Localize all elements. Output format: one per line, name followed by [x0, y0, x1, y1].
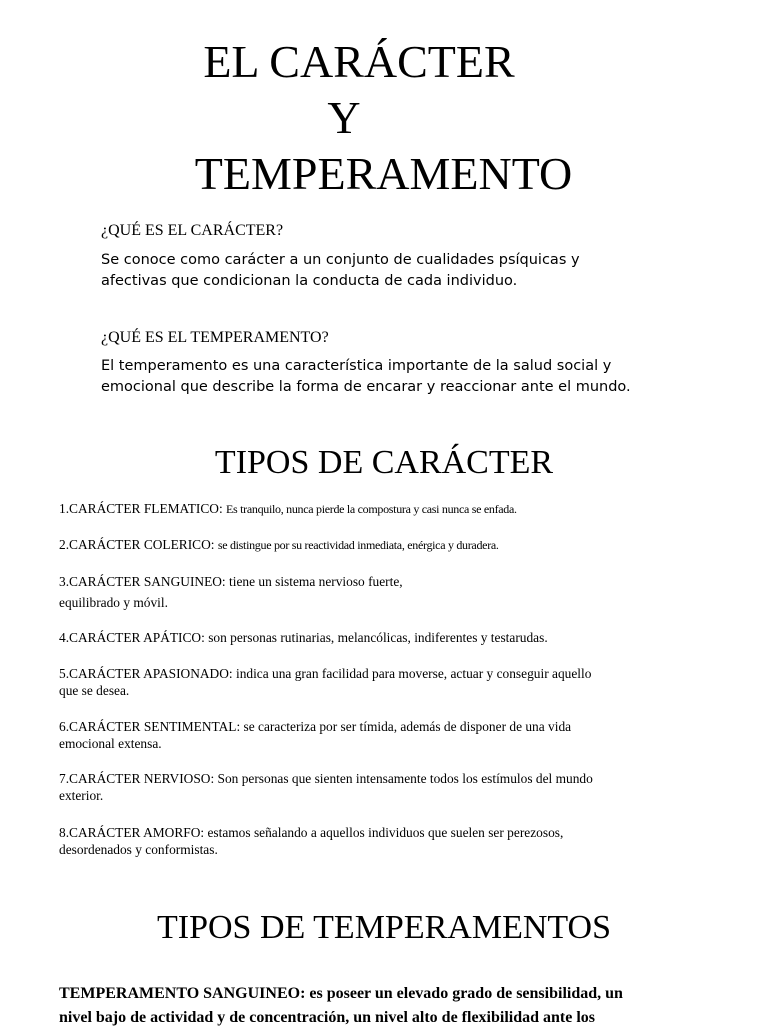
title-line-3: TEMPERAMENTO [194, 148, 573, 199]
title-line-1: EL CARÁCTER [203, 36, 515, 87]
caracter-item-5 [59, 665, 699, 699]
caracter-item-text: indica una gran facilidad para moverse, actuar y conseguir aquello [235, 666, 592, 681]
caracter-item-label: 2.CARÁCTER COLERICO: [59, 537, 218, 552]
caracter-item-text-line-2: que se desea. [59, 683, 130, 698]
caracter-item-text: Es tranquilo, nunca pierde la compostura y casi nunca se enfada. [226, 502, 517, 516]
caracter-item-7 [59, 770, 699, 804]
caracter-item-text: se distingue por su reactividad inmediata, enérgica y duradera. [217, 538, 499, 552]
caracter-item-label: 1.CARÁCTER FLEMATICO: [59, 501, 227, 516]
caracter-item-text: estamos señalando a aquellos individuos que suelen ser perezosos, [207, 825, 564, 840]
caracter-item-label: 7.CARÁCTER NERVIOSO: [59, 771, 218, 786]
caracter-item-text-line-2: desordenados y conformistas. [59, 842, 218, 857]
answer-caracter [101, 250, 701, 292]
document-title [0, 36, 768, 200]
caracter-item-3 [59, 573, 699, 611]
caracter-item-label: 4.CARÁCTER APÁTICO: [59, 630, 209, 645]
question-caracter: ¿QUÉ ES EL CARÁCTER? [101, 222, 284, 239]
caracter-item-4 [59, 629, 699, 646]
answer-temperamento-line-1: El temperamento es una característica importante de la salud social y [101, 358, 612, 374]
caracter-item-text-line-2: equilibrado y móvil. [59, 595, 168, 610]
temperamento-line-2: nivel bajo de actividad y de concentración, un nivel alto de flexibilidad ante los [59, 1009, 596, 1026]
title-line-2: Y [327, 92, 361, 143]
answer-caracter-line-1: Se conoce como carácter a un conjunto de cualidades psíquicas y [101, 252, 580, 268]
answer-temperamento-line-2: emocional que describe la forma de encarar y reaccionar ante el mundo. [101, 379, 631, 395]
caracter-item-1 [59, 500, 699, 518]
caracter-item-text-line-2: emocional extensa. [59, 736, 162, 751]
caracter-item-label: 6.CARÁCTER SENTIMENTAL: [59, 719, 244, 734]
caracter-item-text: Son personas que sienten intensamente todos los estímulos del mundo [217, 771, 593, 786]
caracter-item-label: 3.CARÁCTER SANGUINEO: [59, 574, 229, 589]
caracter-item-8 [59, 824, 699, 858]
caracter-item-label: 8.CARÁCTER AMORFO: [59, 825, 208, 840]
caracter-item-text-line-2: exterior. [59, 788, 104, 803]
temperamento-line-1: TEMPERAMENTO SANGUINEO: es poseer un elevado grado de sensibilidad, un [59, 985, 623, 1002]
heading-tipos-caracter: TIPOS DE CARÁCTER [214, 444, 554, 481]
temperamento-sanguineo-paragraph [59, 982, 699, 1030]
caracter-item-text: se caracteriza por ser tímida, además de disponer de una vida [243, 719, 572, 734]
caracter-item-text: tiene un sistema nervioso fuerte, [229, 574, 403, 589]
caracter-item-text: son personas rutinarias, melancólicas, indiferentes y testarudas. [208, 630, 548, 645]
caracter-item-label: 5.CARÁCTER APASIONADO: [59, 666, 236, 681]
question-temperamento: ¿QUÉ ES EL TEMPERAMENTO? [101, 329, 329, 346]
heading-tipos-temperamentos: TIPOS DE TEMPERAMENTOS [156, 909, 612, 946]
answer-temperamento [101, 356, 701, 398]
answer-caracter-line-2: afectivas que condicionan la conducta de cada individuo. [101, 273, 518, 289]
caracter-item-2 [59, 536, 699, 554]
caracter-item-6 [59, 718, 699, 752]
